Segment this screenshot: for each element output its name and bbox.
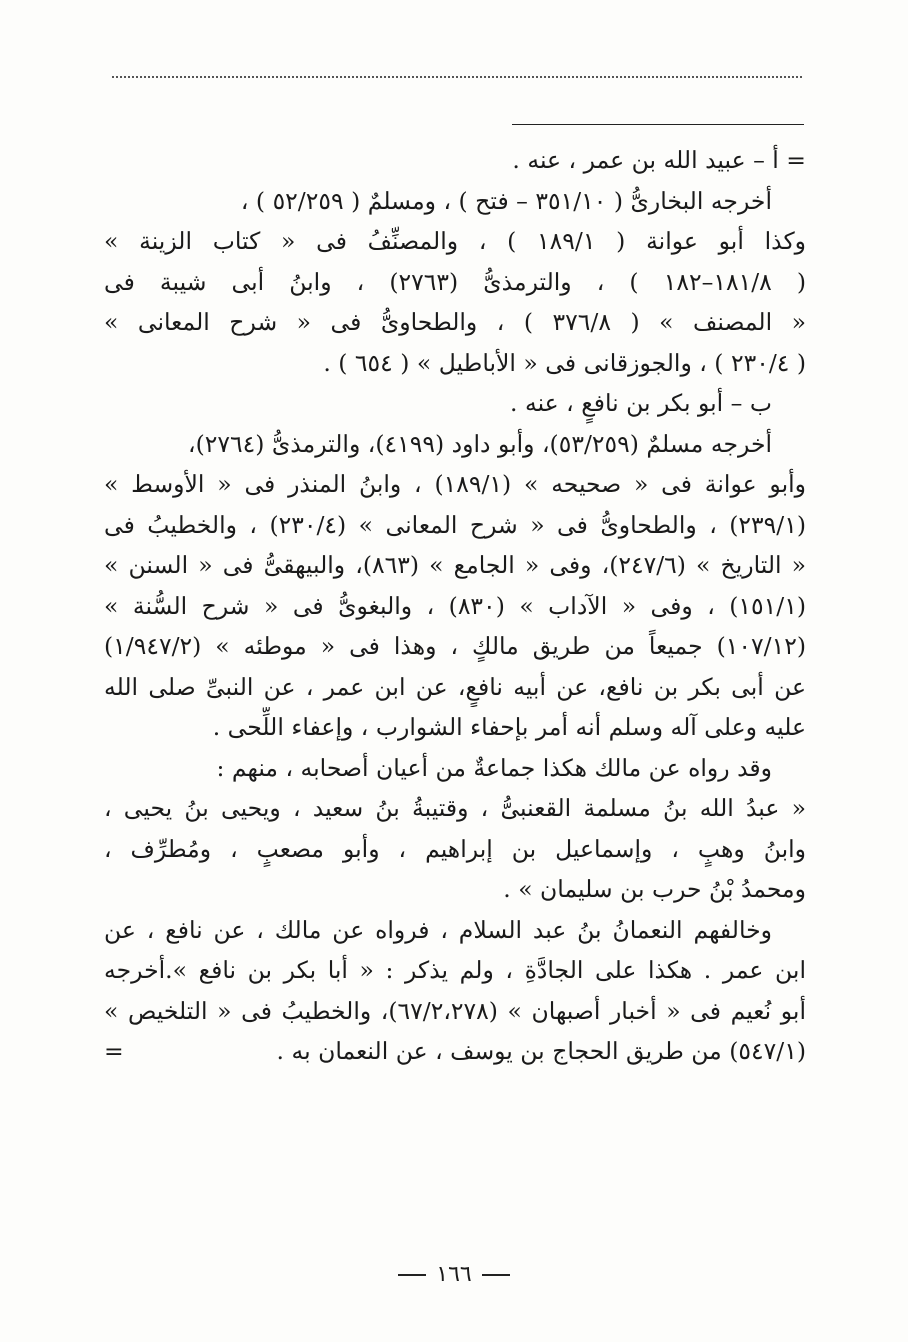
footnote-separator-rule — [512, 124, 804, 125]
footnote-line-text: وكذا أبو عوانة ( ١٨٩/١ ) ، والمصنِّفُ فى « كتاب الزينة » — [104, 227, 806, 255]
footnote-line — [104, 343, 806, 384]
footnote-line — [104, 262, 806, 303]
footnote-line-text: (١٥١/١) ، وفى « الآداب » (٨٣٠) ، والبغوىُّ فى « شرح السُّنة » — [104, 591, 806, 620]
footnote-line-text: أخرجه مسلمٌ (٥٣/٢٥٩)، وأبو داود (٤١٩٩)، والترمذىُّ (٢٧٦٤)، — [187, 429, 772, 458]
page-number-dash-right — [482, 1274, 510, 1276]
footnote-line — [104, 950, 806, 991]
footnote-line — [104, 140, 806, 181]
footnote-line — [104, 586, 806, 627]
footnote-line — [104, 991, 806, 1032]
footnote-line-text: وابنُ وهبٍ ، وإسماعيل بن إبراهيم ، وأبو مصعبٍ ، ومُطرِّف ، — [104, 834, 806, 863]
footnote-line — [104, 424, 806, 465]
footnote-text — [104, 140, 806, 1072]
footnote-line-text: ابن عمر . هكذا على الجادَّةِ ، ولم يذكر : « أبا بكر بن نافع ».أخرجه — [104, 956, 806, 984]
continuation-mark: = — [104, 1037, 124, 1065]
footnote-line-text: أخرجه البخارىُّ ( ٣٥١/١٠ – فتح ) ، ومسلمٌ ( ٥٢/٢٥٩ ) ، — [240, 186, 772, 215]
footnote-line — [104, 829, 806, 870]
footnote-line — [104, 181, 806, 222]
footnote-line — [104, 667, 806, 708]
footnote-line-text: وقد رواه عن مالك هكذا جماعةٌ من أعيان أصحابه ، منهم : — [216, 753, 772, 782]
footnote-line — [104, 707, 806, 748]
footnote-line — [104, 464, 806, 505]
footnote-line — [104, 869, 806, 910]
footnote-line — [104, 383, 806, 424]
footnote-line — [104, 626, 806, 667]
page-number-dash-left — [398, 1274, 426, 1276]
page-number-value: ١٦٦ — [436, 1262, 472, 1287]
footnote-line-text: (٢٣٩/١) ، والطحاوىُّ فى « شرح المعانى » (٢٣٠/٤) ، والخطيبُ فى — [104, 510, 806, 539]
footnote-line-text: وأبو عوانة فى « صحيحه » (١٨٩/١) ، وابنُ المنذر فى « الأوسط » — [104, 470, 806, 498]
footnote-line-text: = أ – عبيد الله بن عمر ، عنه . — [512, 146, 806, 174]
footnote-line-text: « التاريخ » (٢٤٧/٦)، وفى « الجامع » (٨٦٣)، والبيهقىُّ فى « السنن » — [104, 551, 806, 579]
header-dotted-rule — [112, 76, 802, 78]
footnote-line-text: ومحمدُ بْنُ حرب بن سليمان » . — [503, 875, 806, 903]
footnote-line — [104, 545, 806, 586]
footnote-line — [104, 910, 806, 951]
footnote-line — [104, 221, 806, 262]
footnote-line-text: عليه وعلى آله وسلم أنه أمر بإحفاء الشوارب ، وإعفاء اللِّحى . — [212, 713, 806, 741]
footnote-line — [104, 302, 806, 343]
page-number — [0, 1262, 908, 1287]
footnote-line-text: « عبدُ الله بنُ مسلمة القعنبىُّ ، وقتيبةُ بنُ سعيد ، ويحيى بنُ يحيى ، — [104, 794, 806, 822]
footnote-line-text: ب – أبو بكر بن نافعٍ ، عنه . — [510, 389, 772, 417]
footnote-line-text: وخالفهم النعمانُ بنُ عبد السلام ، فرواه عن مالك ، عن نافع ، عن — [104, 915, 772, 944]
footnote-line — [104, 748, 806, 789]
footnote-line-text: ( ١٨١/٨–١٨٢ ) ، والترمذىُّ (٢٧٦٣) ، وابنُ أبى شيبة فى — [104, 267, 806, 296]
footnote-line-text: (٥٤٧/١) من طريق الحجاج بن يوسف ، عن النعمان به . — [276, 1037, 806, 1065]
footnote-line — [104, 788, 806, 829]
footnote-line — [104, 505, 806, 546]
footnote-line-text: أبو نُعيم فى « أخبار أصبهان » (٦٧/٢،٢٧٨)، والخطيبُ فى « التلخيص » — [104, 996, 806, 1025]
footnote-line-text: « المصنف » ( ٣٧٦/٨ ) ، والطحاوىُّ فى « شرح المعانى » — [104, 308, 806, 336]
footnote-line — [104, 1031, 806, 1072]
footnote-line-text: (١٠٧/١٢) جميعاً من طريق مالكٍ ، وهذا فى « موطئه » (١/٩٤٧/٢) — [104, 632, 806, 660]
footnote-line-text: ( ٢٣٠/٤ ) ، والجوزقانى فى « الأباطيل » ( ٦٥٤ ) . — [323, 348, 806, 377]
footnote-line-text: عن أبى بكر بن نافع، عن أبيه نافعٍ، عن ابن عمر ، عن النبىِّ صلى الله — [104, 672, 806, 701]
